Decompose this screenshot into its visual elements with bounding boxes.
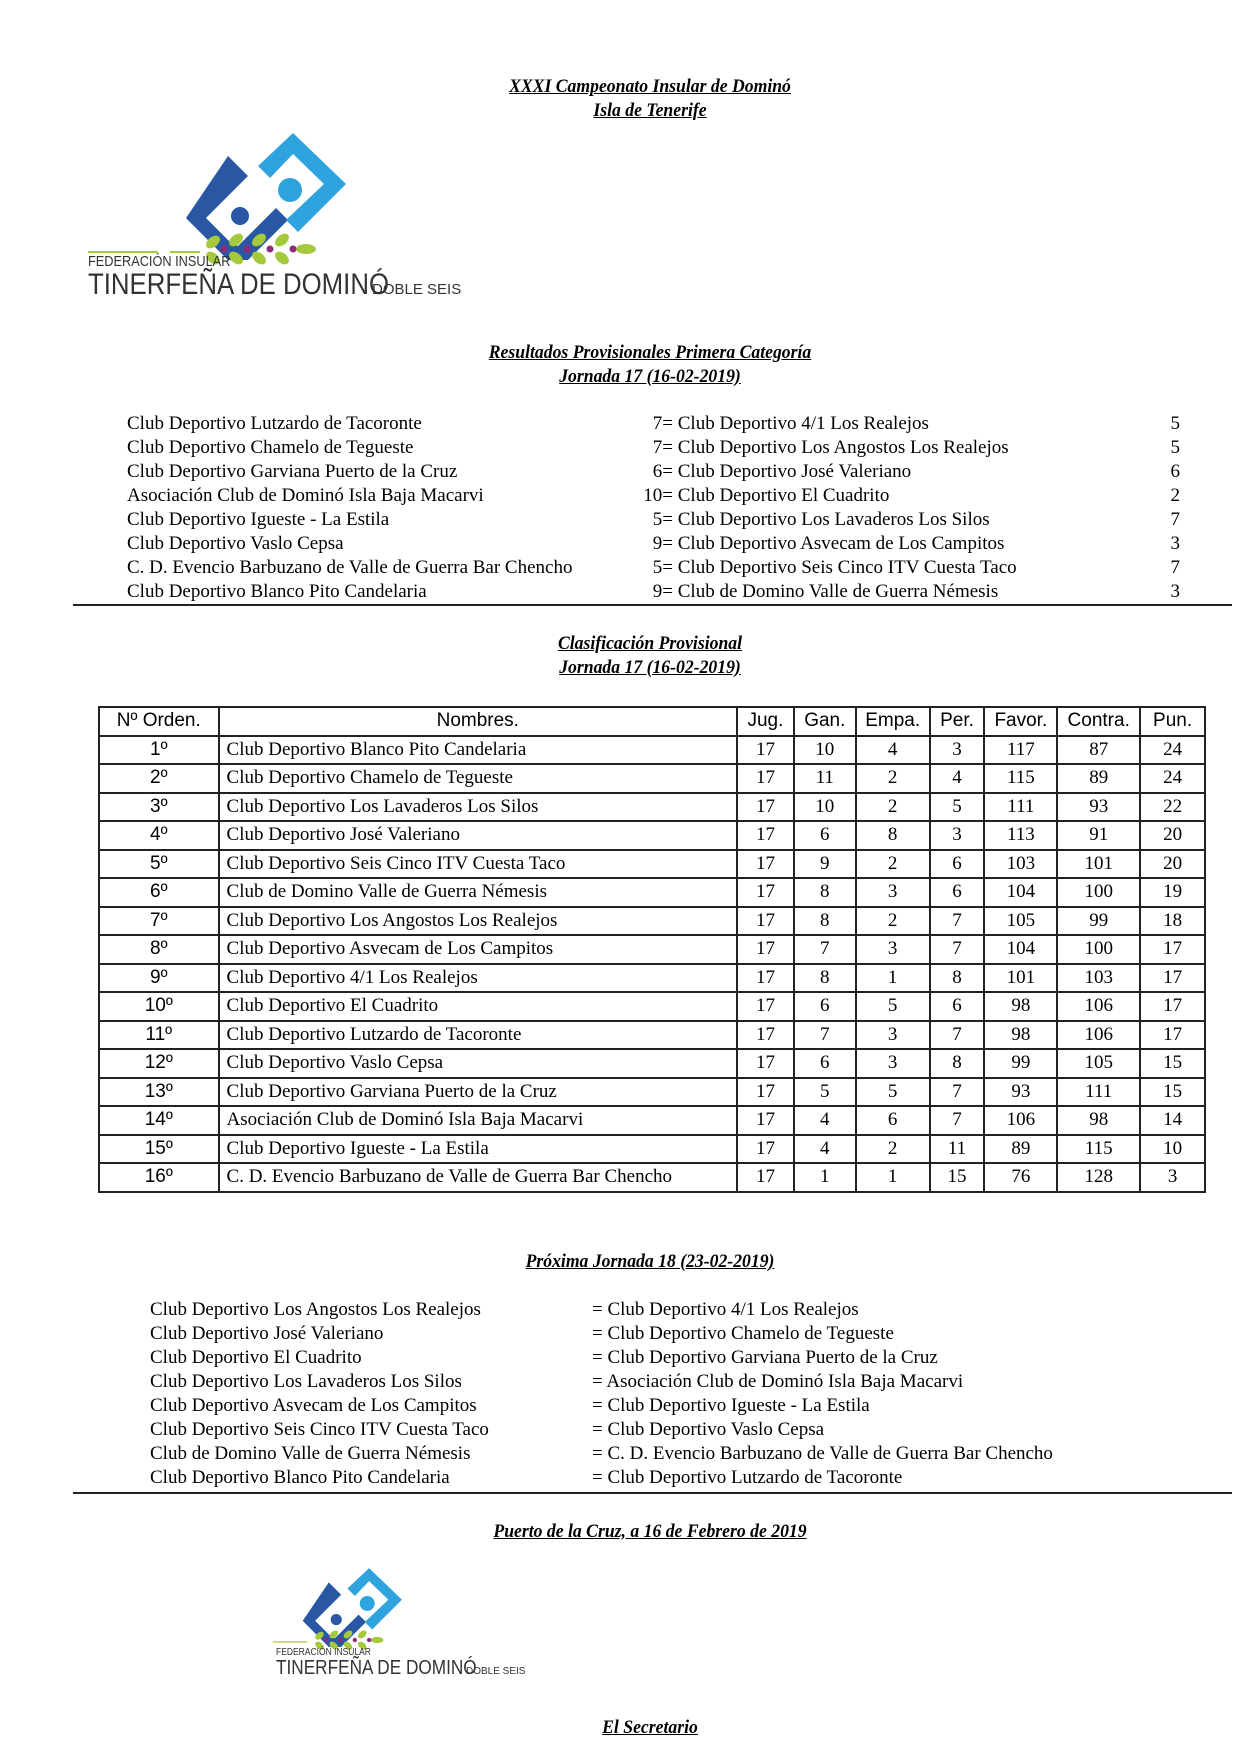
next-home-team: Club Deportivo Seis Cinco ITV Cuesta Taco [150,1419,489,1440]
result-away-team: Club de Domino Valle de Guerra Némesis [677,581,999,602]
next-away-team: = Club Deportivo Garviana Puerto de la Cruz [592,1347,938,1368]
cell-team: Club Deportivo Vaslo Cepsa [219,1049,738,1078]
result-away-team: Club Deportivo 4/1 Los Realejos [677,413,929,434]
cell-won: 8 [794,907,856,936]
cell-won: 7 [794,1021,856,1050]
cell-lost: 4 [930,764,985,793]
cell-team: Asociación Club de Dominó Isla Baja Macarvi [219,1106,738,1135]
cell-drawn: 2 [856,1135,930,1164]
cell-played: 17 [737,907,794,936]
cell-against: 105 [1057,1049,1140,1078]
cell-order: 16º [99,1163,219,1192]
section-divider [73,1492,1232,1494]
logo-wordmark [88,268,462,302]
result-away [630,460,1100,484]
cell-team: Club Deportivo Asvecam de Los Campitos [219,935,738,964]
col-header-points: Pun. [1140,707,1205,736]
cell-for: 103 [984,850,1057,879]
cell-for: 106 [984,1106,1057,1135]
cell-team: Club Deportivo José Valeriano [219,821,738,850]
cell-for: 89 [984,1135,1057,1164]
result-home-score: 10= [643,485,673,506]
result-away [630,580,1100,604]
cell-played: 17 [737,1078,794,1107]
col-header-drawn: Empa. [856,707,930,736]
table-row [99,964,1205,993]
col-header-names: Nombres. [219,707,738,736]
table-row [99,1021,1205,1050]
signature-label: El Secretario [602,1717,698,1738]
result-away-score: 5 [1170,413,1180,434]
cell-points: 22 [1140,793,1205,822]
cell-team: Club Deportivo Lutzardo de Tacoronte [219,1021,738,1050]
cell-points: 3 [1140,1163,1205,1192]
result-away-score: 3 [1170,581,1180,602]
cell-against: 106 [1057,1021,1140,1050]
cell-lost: 7 [930,1078,985,1107]
cell-against: 99 [1057,907,1140,936]
cell-against: 128 [1057,1163,1140,1192]
cell-against: 100 [1057,878,1140,907]
next-away-team: = Club Deportivo 4/1 Los Realejos [592,1299,859,1320]
col-header-against: Contra. [1057,707,1140,736]
table-row [99,935,1205,964]
cell-points: 17 [1140,992,1205,1021]
cell-won: 1 [794,1163,856,1192]
cell-for: 104 [984,878,1057,907]
result-home-team: Club Deportivo Blanco Pito Candelaria [127,581,427,602]
cell-order: 12º [99,1049,219,1078]
cell-won: 6 [794,1049,856,1078]
result-home-score: 9= [652,533,673,554]
cell-team: Club Deportivo Igueste - La Estila [219,1135,738,1164]
cell-order: 2º [99,764,219,793]
cell-points: 19 [1140,878,1205,907]
result-home-score: 5= [652,509,673,530]
next-home-team: Club Deportivo Los Lavaderos Los Silos [150,1371,462,1392]
col-header-won: Gan. [794,707,856,736]
result-away-team: Club Deportivo José Valeriano [677,461,912,482]
cell-points: 17 [1140,935,1205,964]
next-away-team: = C. D. Evencio Barbuzano de Valle de Guerra Bar Chencho [592,1443,1053,1464]
table-row [99,1106,1205,1135]
logo-text-tinerfena: TINERFEÑA DE DOMINÓ [88,268,390,301]
cell-against: 106 [1057,992,1140,1021]
cell-order: 15º [99,1135,219,1164]
cell-drawn: 2 [856,764,930,793]
cell-points: 18 [1140,907,1205,936]
cell-points: 14 [1140,1106,1205,1135]
cell-lost: 7 [930,1106,985,1135]
cell-won: 6 [794,821,856,850]
cell-for: 101 [984,964,1057,993]
table-row [99,764,1205,793]
cell-lost: 6 [930,878,985,907]
result-away [630,556,1100,580]
cell-drawn: 3 [856,1021,930,1050]
logo-text-federacion: FEDERACIÓN INSULAR [276,1647,371,1658]
result-home-team: Club Deportivo Chamelo de Tegueste [127,437,414,458]
cell-points: 15 [1140,1049,1205,1078]
cell-won: 11 [794,764,856,793]
cell-drawn: 1 [856,1163,930,1192]
result-away [630,412,1100,436]
cell-drawn: 6 [856,1106,930,1135]
cell-drawn: 8 [856,821,930,850]
result-away-score: 5 [1170,437,1180,458]
cell-for: 113 [984,821,1057,850]
cell-played: 17 [737,736,794,765]
cell-lost: 3 [930,821,985,850]
cell-order: 8º [99,935,219,964]
next-round-title: Próxima Jornada 18 (23-02-2019) [525,1251,775,1272]
result-home-team: Club Deportivo Lutzardo de Tacoronte [127,413,422,434]
cell-points: 15 [1140,1078,1205,1107]
result-away [630,484,1100,508]
table-row [99,992,1205,1021]
result-away-score: 7 [1170,509,1180,530]
cell-played: 17 [737,764,794,793]
cell-points: 17 [1140,1021,1205,1050]
result-home-score: 9= [652,581,673,602]
cell-order: 7º [99,907,219,936]
cell-against: 115 [1057,1135,1140,1164]
cell-drawn: 2 [856,850,930,879]
domino-logo-icon [242,1565,478,1658]
cell-points: 17 [1140,964,1205,993]
result-home-team: Club Deportivo Vaslo Cepsa [127,533,344,554]
cell-points: 20 [1140,850,1205,879]
next-home-team: Club Deportivo El Cuadrito [150,1347,362,1368]
section-divider [73,604,1232,606]
result-away [630,508,1100,532]
cell-lost: 7 [930,935,985,964]
next-home-team: Club Deportivo Los Angostos Los Realejos [150,1299,481,1320]
cell-order: 11º [99,1021,219,1050]
cell-against: 101 [1057,850,1140,879]
cell-won: 8 [794,878,856,907]
cell-won: 7 [794,935,856,964]
cell-for: 76 [984,1163,1057,1192]
cell-team: Club Deportivo 4/1 Los Realejos [219,964,738,993]
table-row [99,821,1205,850]
cell-played: 17 [737,1163,794,1192]
cell-won: 6 [794,992,856,1021]
cell-against: 91 [1057,821,1140,850]
table-row [99,736,1205,765]
col-header-played: Jug. [737,707,794,736]
result-home-score: 7= [652,437,673,458]
table-row [99,1135,1205,1164]
table-row [99,1163,1205,1192]
cell-drawn: 2 [856,793,930,822]
result-home-team: Club Deportivo Igueste - La Estila [127,509,390,530]
result-away-team: Club Deportivo El Cuadrito [677,485,890,506]
result-home-score: 5= [652,557,673,578]
cell-for: 93 [984,1078,1057,1107]
cell-won: 10 [794,793,856,822]
cell-lost: 6 [930,992,985,1021]
cell-for: 111 [984,793,1057,822]
result-home-score: 7= [652,413,673,434]
col-header-order: Nº Orden. [99,707,219,736]
cell-played: 17 [737,1049,794,1078]
cell-lost: 6 [930,850,985,879]
results-subtitle: Jornada 17 (16-02-2019) [559,366,741,387]
cell-won: 8 [794,964,856,993]
cell-for: 115 [984,764,1057,793]
next-away-team: = Club Deportivo Igueste - La Estila [592,1395,870,1416]
cell-lost: 7 [930,1021,985,1050]
cell-drawn: 3 [856,935,930,964]
cell-won: 4 [794,1135,856,1164]
result-home-team: Club Deportivo Garviana Puerto de la Cruz [127,461,458,482]
logo-text-doble-seis: DOBLE SEIS [372,281,462,298]
cell-for: 99 [984,1049,1057,1078]
result-away [630,436,1100,460]
next-home-team: Club Deportivo Blanco Pito Candelaria [150,1467,450,1488]
document-title: XXXI Campeonato Insular de Dominó [509,76,791,97]
cell-played: 17 [737,935,794,964]
standings-title: Clasificación Provisional [557,633,743,654]
result-away-score: 6 [1170,461,1180,482]
cell-played: 17 [737,793,794,822]
cell-team: Club Deportivo Seis Cinco ITV Cuesta Taco [219,850,738,879]
cell-won: 9 [794,850,856,879]
cell-for: 104 [984,935,1057,964]
cell-order: 1º [99,736,219,765]
cell-for: 98 [984,1021,1057,1050]
cell-against: 103 [1057,964,1140,993]
cell-lost: 8 [930,1049,985,1078]
cell-order: 9º [99,964,219,993]
table-row [99,907,1205,936]
cell-drawn: 1 [856,964,930,993]
cell-points: 24 [1140,736,1205,765]
table-header-row [99,707,1205,736]
standings-table [98,706,1206,1193]
cell-against: 98 [1057,1106,1140,1135]
next-away-team: = Club Deportivo Vaslo Cepsa [592,1419,825,1440]
next-home-team: Club Deportivo Asvecam de Los Campitos [150,1395,477,1416]
next-away-team: = Club Deportivo Lutzardo de Tacoronte [592,1467,903,1488]
cell-for: 98 [984,992,1057,1021]
result-away-team: Club Deportivo Seis Cinco ITV Cuesta Taco [677,557,1017,578]
cell-against: 89 [1057,764,1140,793]
cell-played: 17 [737,850,794,879]
result-away-team: Club Deportivo Los Lavaderos Los Silos [677,509,990,530]
cell-order: 5º [99,850,219,879]
cell-against: 93 [1057,793,1140,822]
federation-logo [88,128,468,308]
cell-order: 6º [99,878,219,907]
table-row [99,1049,1205,1078]
cell-order: 4º [99,821,219,850]
cell-against: 111 [1057,1078,1140,1107]
cell-drawn: 3 [856,878,930,907]
cell-points: 10 [1140,1135,1205,1164]
cell-drawn: 5 [856,992,930,1021]
cell-team: Club Deportivo Garviana Puerto de la Cruz [219,1078,738,1107]
col-header-lost: Per. [930,707,985,736]
cell-lost: 11 [930,1135,985,1164]
cell-played: 17 [737,1135,794,1164]
next-home-team: Club Deportivo José Valeriano [150,1323,384,1344]
logo-text-federacion: FEDERACIÓN INSULAR [88,253,231,270]
cell-drawn: 2 [856,907,930,936]
cell-team: Club Deportivo Los Angostos Los Realejos [219,907,738,936]
cell-played: 17 [737,821,794,850]
cell-won: 10 [794,736,856,765]
next-home-team: Club de Domino Valle de Guerra Némesis [150,1443,471,1464]
table-row [99,793,1205,822]
cell-order: 3º [99,793,219,822]
result-away-score: 7 [1170,557,1180,578]
cell-lost: 3 [930,736,985,765]
cell-played: 17 [737,992,794,1021]
result-away-team: Club Deportivo Asvecam de Los Campitos [677,533,1005,554]
cell-team: C. D. Evencio Barbuzano de Valle de Guerra Bar Chencho [219,1163,738,1192]
table-row [99,850,1205,879]
cell-lost: 15 [930,1163,985,1192]
result-home-team: C. D. Evencio Barbuzano de Valle de Guerra Bar Chencho [127,557,573,578]
cell-against: 100 [1057,935,1140,964]
cell-team: Club Deportivo Blanco Pito Candelaria [219,736,738,765]
result-away-team: Club Deportivo Los Angostos Los Realejos [677,437,1009,458]
cell-lost: 7 [930,907,985,936]
table-row [99,1078,1205,1107]
cell-points: 20 [1140,821,1205,850]
cell-for: 105 [984,907,1057,936]
next-away-team: = Asociación Club de Dominó Isla Baja Macarvi [592,1371,964,1392]
cell-for: 117 [984,736,1057,765]
result-away [630,532,1100,556]
cell-played: 17 [737,878,794,907]
cell-played: 17 [737,964,794,993]
place-date: Puerto de la Cruz, a 16 de Febrero de 2019 [493,1521,807,1542]
standings-subtitle: Jornada 17 (16-02-2019) [559,657,741,678]
col-header-for: Favor. [984,707,1057,736]
cell-played: 17 [737,1106,794,1135]
cell-won: 4 [794,1106,856,1135]
cell-team: Club de Domino Valle de Guerra Némesis [219,878,738,907]
cell-lost: 8 [930,964,985,993]
cell-drawn: 3 [856,1049,930,1078]
result-home-score: 6= [652,461,673,482]
cell-drawn: 4 [856,736,930,765]
cell-lost: 5 [930,793,985,822]
cell-played: 17 [737,1021,794,1050]
logo-text-tinerfena: TINERFEÑA DE DOMINÓ [276,1657,477,1679]
cell-order: 14º [99,1106,219,1135]
next-away-team: = Club Deportivo Chamelo de Tegueste [592,1323,894,1344]
cell-team: Club Deportivo Chamelo de Tegueste [219,764,738,793]
cell-won: 5 [794,1078,856,1107]
document-subtitle: Isla de Tenerife [593,100,707,121]
table-row [99,878,1205,907]
result-home-team: Asociación Club de Dominó Isla Baja Macarvi [127,485,484,506]
cell-drawn: 5 [856,1078,930,1107]
cell-order: 13º [99,1078,219,1107]
cell-team: Club Deportivo Los Lavaderos Los Silos [219,793,738,822]
cell-team: Club Deportivo El Cuadrito [219,992,738,1021]
result-away-score: 3 [1170,533,1180,554]
cell-against: 87 [1057,736,1140,765]
cell-order: 10º [99,992,219,1021]
logo-text-doble-seis: DOBLE SEIS [466,1666,526,1677]
results-title: Resultados Provisionales Primera Categoría [488,342,812,363]
cell-points: 24 [1140,764,1205,793]
result-away-score: 2 [1170,485,1180,506]
federation-logo-footer [272,1565,526,1685]
logo-wordmark [276,1657,526,1680]
